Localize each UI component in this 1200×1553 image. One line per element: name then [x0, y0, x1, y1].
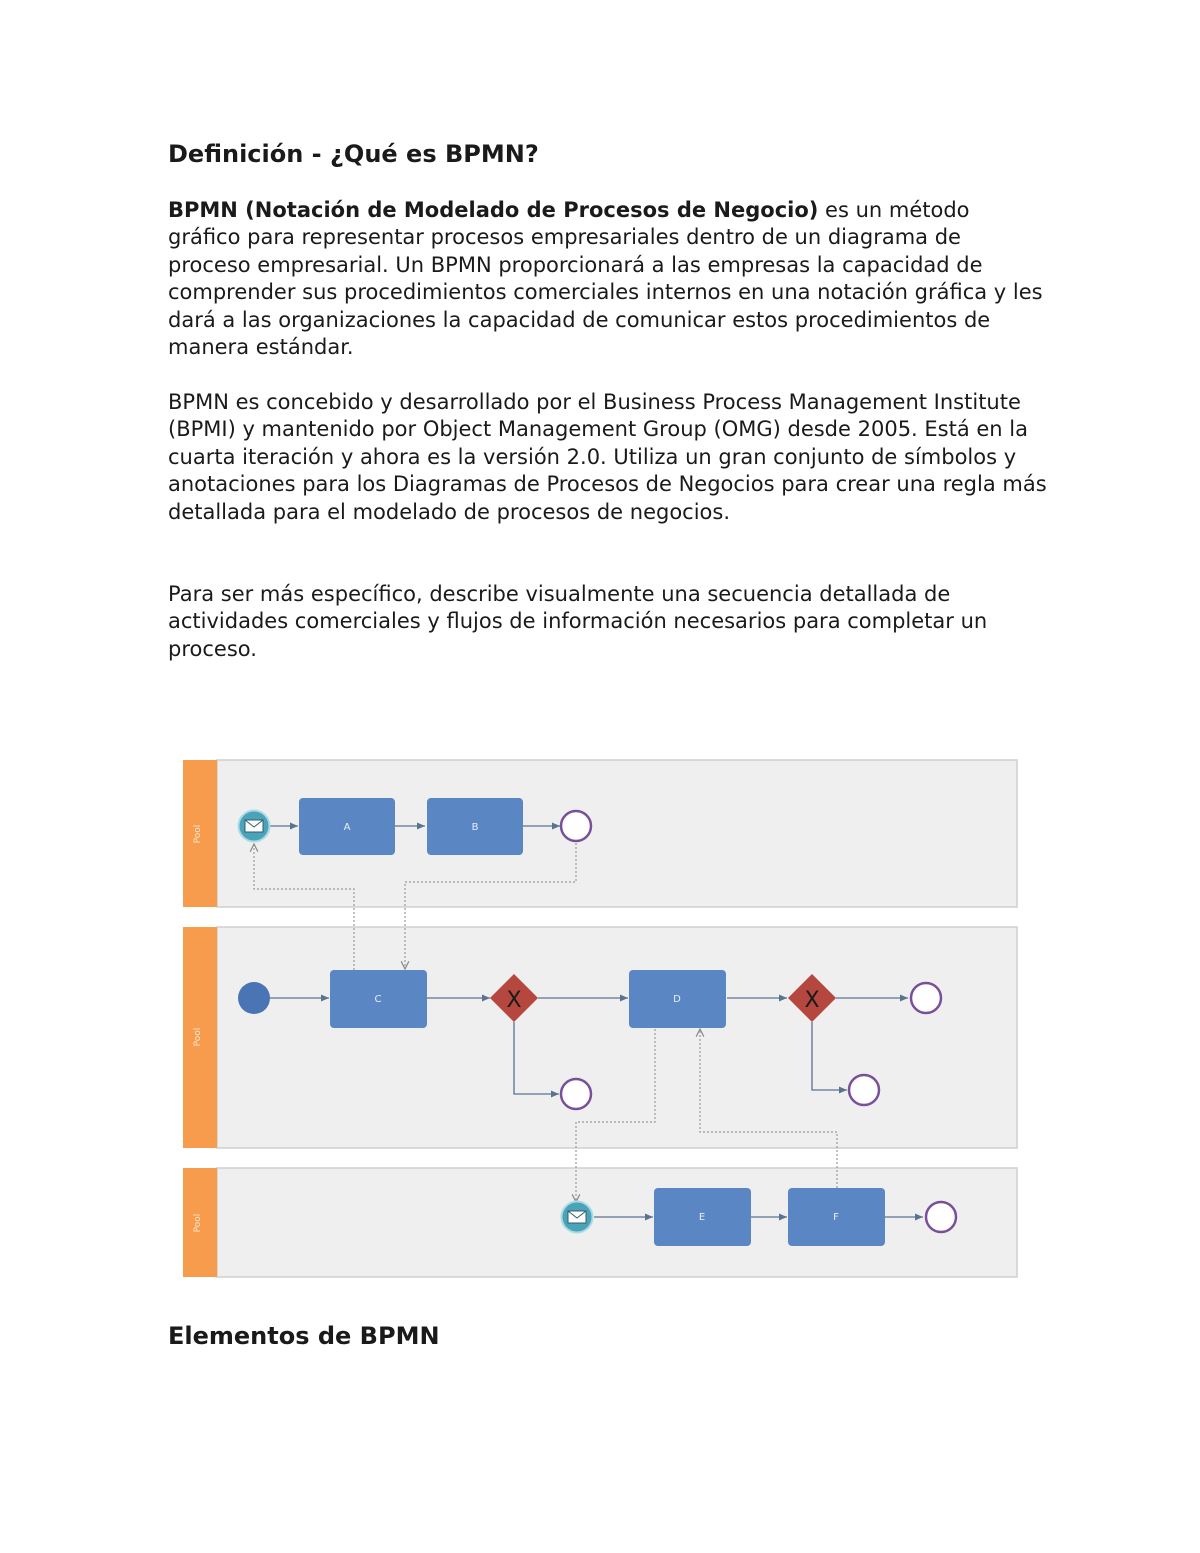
- task-f: [788, 1188, 885, 1246]
- task-b-label: B: [471, 822, 479, 833]
- pool-3: [183, 1168, 1017, 1277]
- end-event-3: [561, 1079, 591, 1109]
- gateway-x-icon: X: [804, 988, 820, 1013]
- task-d: [629, 970, 726, 1028]
- end-event-2: [911, 983, 941, 1013]
- bpmn-term: BPMN (Notación de Modelado de Procesos de Negocio): [168, 198, 819, 222]
- start-event-2: [238, 982, 270, 1014]
- pool-1-label: Pool: [193, 824, 203, 844]
- task-d-label: D: [673, 994, 681, 1005]
- end-event-4: [849, 1075, 879, 1105]
- message-start-event-3: [562, 1202, 593, 1233]
- task-e-label: E: [698, 1212, 706, 1223]
- pool-2-label: Pool: [193, 1027, 203, 1047]
- task-b: [427, 798, 523, 855]
- task-e: [654, 1188, 751, 1246]
- pool-2-body: [217, 927, 1017, 1148]
- end-event-1: [561, 811, 591, 841]
- end-event-5: [926, 1202, 956, 1232]
- task-f-label: F: [833, 1212, 839, 1223]
- message-start-event-1: [239, 811, 270, 842]
- page-title: Definición - ¿Qué es BPMN?: [168, 140, 539, 168]
- task-c-label: C: [374, 994, 382, 1005]
- definition-text: es un método gráfico para representar procesos empresariales dentro de un diagrama de proceso empresarial. Un BPMN proporcionará a las empresas la capacidad de comprender sus procedimientos comerciales internos en una notación gráfica y les dará a las organizaciones la capacidad de comunicar estos procedimientos de manera estándar.: [168, 198, 1043, 360]
- bpmn-diagram: [180, 757, 1020, 1281]
- paragraph-purpose: Para ser más específico, describe visualmente una secuencia detallada de actividades comerciales y flujos de información necesarios para completar un proceso.: [168, 582, 988, 661]
- paragraph-definition: [168, 197, 1048, 361]
- pool-3-label: Pool: [193, 1213, 203, 1233]
- section-heading: Elementos de BPMN: [168, 1322, 440, 1350]
- task-a-label: A: [343, 822, 351, 833]
- gateway-x-icon: X: [506, 988, 522, 1013]
- task-c: [330, 970, 427, 1028]
- paragraph-history: BPMN es concebido y desarrollado por el Business Process Management Institute (BPMI) y mantenido por Object Management Group (OMG) desde 2005. Está en la cuarta iteración y ahora es la versión 2.0. Utiliza un gran conjunto de símbolos y anotaciones para los Diagramas de Procesos de Negocios para crear una regla más detallada para el modelado de procesos de negocios.: [168, 390, 1047, 524]
- task-a: [299, 798, 395, 855]
- pool-3-body: [217, 1168, 1017, 1277]
- pool-2: [183, 927, 1017, 1148]
